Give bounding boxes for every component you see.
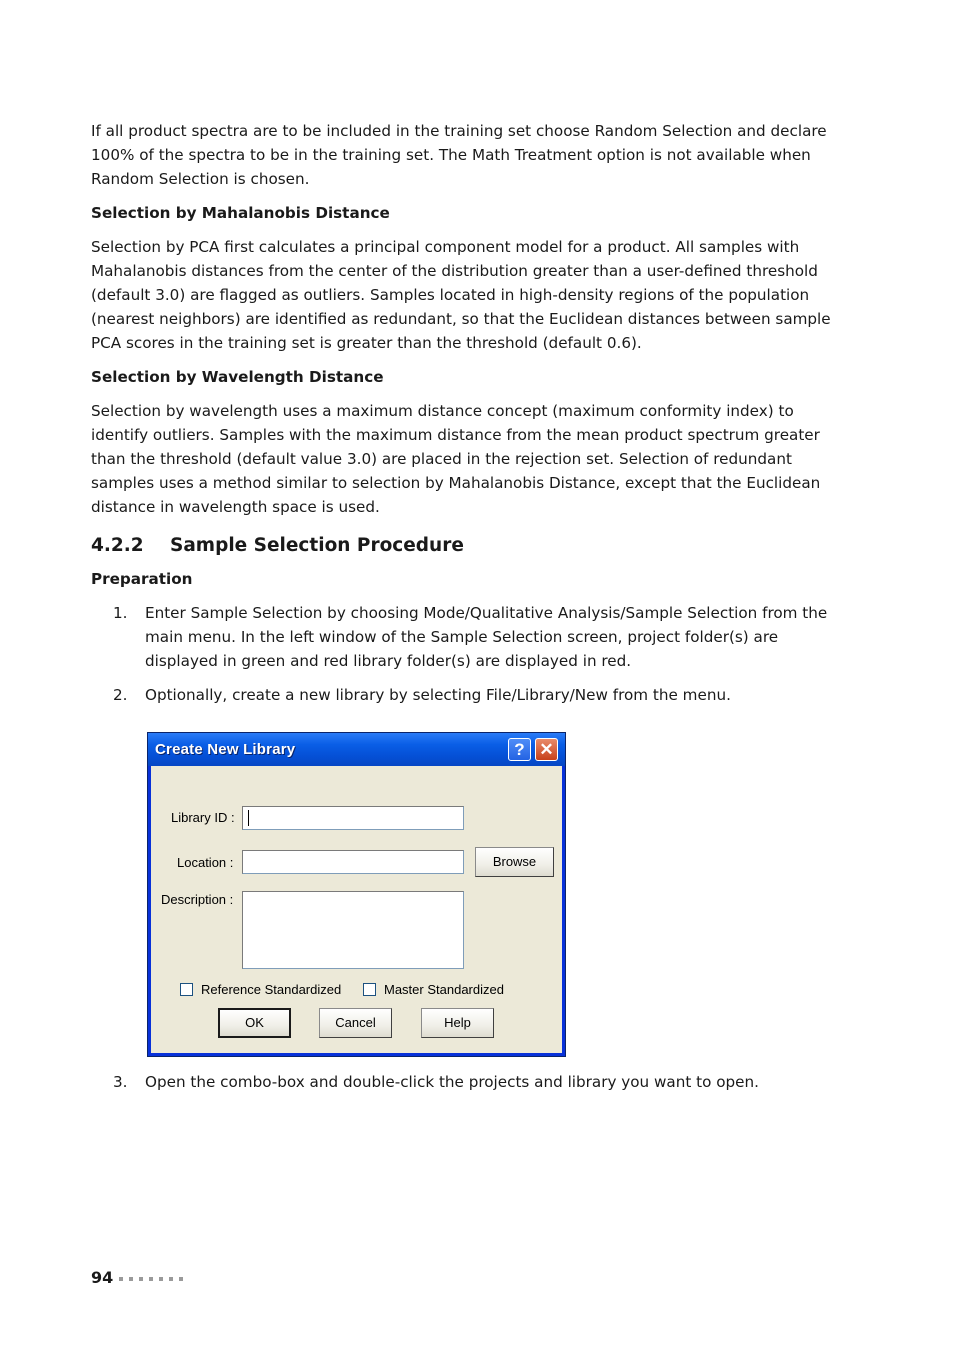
reference-standardized-label: Reference Standardized [201,982,342,997]
document-body [91,119,841,717]
create-new-library-dialog [147,732,566,1057]
footer-dots [119,1277,183,1281]
description-label: Description : [161,892,234,907]
step-text: Enter Sample Selection by choosing Mode/Qualitative Analysis/Sample Selection from the main menu. In the left window of the Sample Selection screen, project folder(s) are displayed in green and red library folder(s) are displayed in red. [145,604,828,670]
close-icon[interactable]: ✕ [535,738,558,761]
steps-list-tail [91,1070,841,1094]
location-label: Location : [177,855,234,870]
section-title: Sample Selection Procedure [170,535,464,556]
heading-wavelength: Selection by Wavelength Distance [91,368,384,386]
heading-preparation: Preparation [91,570,193,588]
paragraph-random-selection: If all product spectra are to be included in the training set choose Random Selection and declare 100% of the spectra to be in the training set. The Math Treatment option is not available when Random Selection is chosen. [91,122,827,188]
dialog-titlebar[interactable] [148,733,565,766]
step-text: Open the combo-box and double-click the projects and library you want to open. [145,1073,759,1091]
reference-standardized-checkbox[interactable] [180,983,193,996]
heading-mahalanobis: Selection by Mahalanobis Distance [91,204,390,222]
list-item [91,601,841,673]
browse-button[interactable]: Browse [475,847,554,877]
steps-list-continued [91,1070,841,1104]
master-standardized-label: Master Standardized [384,982,504,997]
location-field[interactable] [242,850,464,874]
ok-button[interactable]: OK [218,1008,291,1038]
library-id-field[interactable] [242,806,464,830]
section-heading [91,533,841,559]
paragraph-wavelength: Selection by wavelength uses a maximum distance concept (maximum conformity index) to identify outliers. Samples with the maximum distance from the mean product spectrum greater than the threshold (default value 3.0) are placed in the rejection set. Selection of redundant samples uses a method similar to selection by Mahalanobis Distance, except that the Euclidean distance in wavelength space is used. [91,402,821,516]
master-standardized-checkbox[interactable] [363,983,376,996]
description-field[interactable] [242,891,464,969]
help-icon[interactable]: ? [508,738,531,761]
page-number: 94 [91,1268,114,1287]
help-button[interactable]: Help [421,1008,494,1038]
dialog-client-area [151,766,562,1053]
text-caret [248,810,249,826]
section-number: 4.2.2 [91,535,144,556]
step-number: 3. [113,1073,128,1091]
steps-list [91,601,841,707]
list-item [91,1070,841,1094]
library-id-label: Library ID : [171,810,235,825]
list-item [91,683,841,707]
step-number: 2. [113,686,128,704]
cancel-button[interactable]: Cancel [319,1008,392,1038]
step-text: Optionally, create a new library by selecting File/Library/New from the menu. [145,686,731,704]
dialog-title: Create New Library [155,741,296,758]
step-number: 1. [113,604,128,622]
paragraph-mahalanobis: Selection by PCA first calculates a principal component model for a product. All samples with Mahalanobis distances from the center of the distribution greater than a user-defined threshold (default 3.0) are flagged as outliers. Samples located in high-density regions of the population (nearest neighbors) are identified as redundant, so that the Euclidean distances between sample PCA scores in the training set is greater than the threshold (default 0.6). [91,238,831,352]
